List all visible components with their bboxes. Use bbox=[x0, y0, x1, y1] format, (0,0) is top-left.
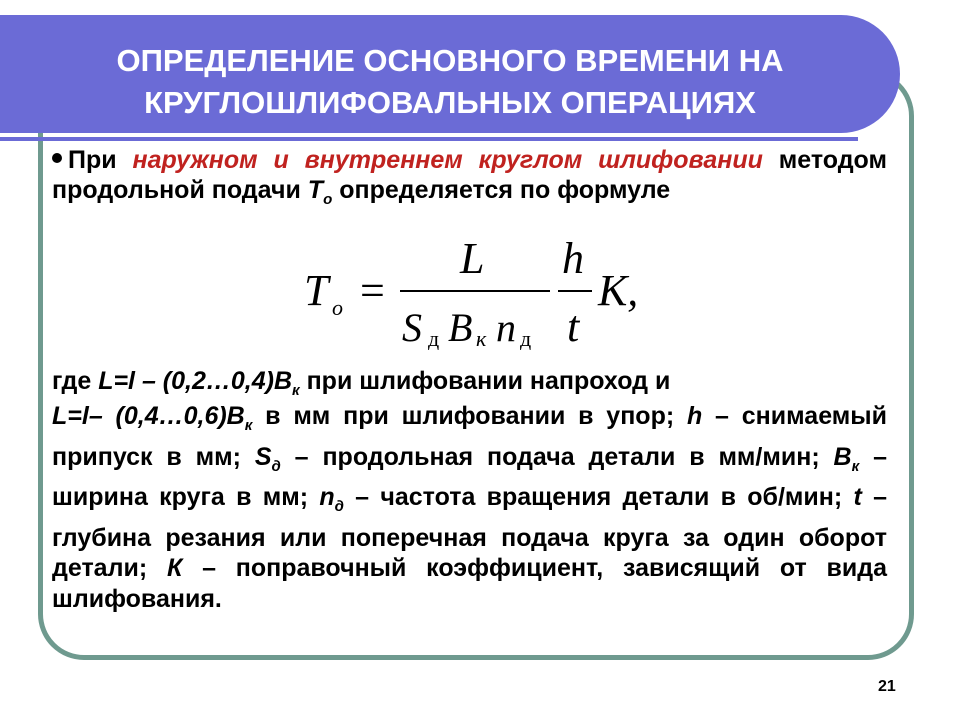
intro-var: T bbox=[307, 176, 324, 204]
definitions-paragraph bbox=[52, 401, 887, 614]
def-t5: – ширина круга в мм; bbox=[52, 442, 887, 511]
formula-num-h: h bbox=[562, 235, 584, 283]
def-t8: – поправочный коэффициент, зависящий от вида шлифования. bbox=[52, 554, 887, 613]
formula-den-s-sub: д bbox=[428, 326, 440, 350]
where-suffix: при шлифовании напроход и bbox=[299, 367, 671, 395]
def-b-sub: к bbox=[851, 457, 860, 475]
def-t: t bbox=[853, 483, 862, 511]
formula-lhs: T bbox=[304, 266, 329, 315]
def-t3: – снимаемый припуск в мм; bbox=[52, 402, 887, 471]
def-t4: – продольная подача детали в мм/мин; bbox=[280, 442, 834, 471]
bullet-icon bbox=[52, 153, 62, 163]
intro-paragraph bbox=[52, 145, 887, 215]
def-s: S bbox=[254, 442, 272, 471]
def-h: h bbox=[686, 402, 703, 430]
def-t6: – частота вращения детали в об/мин; bbox=[343, 483, 854, 511]
def-t1-sub: к bbox=[244, 417, 253, 434]
where-expr-sub: к bbox=[292, 382, 300, 399]
time-formula bbox=[302, 235, 762, 350]
where-expr: L=l – (0,2…0,4)B bbox=[98, 367, 293, 395]
title-underline bbox=[0, 137, 858, 141]
def-k: К bbox=[166, 554, 183, 582]
intro-var-sub: o bbox=[323, 191, 333, 208]
def-n: n bbox=[319, 483, 335, 511]
title-line-2: КРУГЛОШЛИФОВАЛЬНЫХ ОПЕРАЦИЯХ bbox=[144, 85, 756, 120]
intro-highlight: наружном и внутреннем круглом шлифовании bbox=[132, 146, 763, 174]
formula-lhs-sub: o bbox=[332, 295, 343, 320]
formula-den-s: S bbox=[402, 305, 422, 350]
formula-coef-k: К, bbox=[598, 266, 639, 315]
formula-den-n-sub: д bbox=[520, 326, 532, 350]
def-t1: L=l– (0,4…0,6)B bbox=[52, 402, 245, 430]
intro-part2: методом продольной подачи bbox=[52, 146, 887, 204]
formula-num-l: L bbox=[460, 235, 485, 283]
formula-den-t: t bbox=[567, 302, 580, 350]
formula-den-b: B bbox=[448, 305, 473, 350]
def-n-sub: д bbox=[334, 498, 344, 515]
def-t2: в мм при шлифовании в упор; bbox=[252, 402, 687, 430]
where-prefix: где bbox=[52, 367, 99, 395]
intro-part1: При bbox=[68, 146, 133, 174]
title-bar bbox=[0, 15, 900, 133]
intro-part3: определяется по формуле bbox=[332, 176, 671, 204]
page-number: 21 bbox=[878, 678, 896, 695]
formula-den-b-sub: к bbox=[476, 326, 487, 350]
def-t7: – глубина резания или поперечная подача круга за один оборот детали; bbox=[52, 483, 887, 582]
title-line-1: ОПРЕДЕЛЕНИЕ ОСНОВНОГО ВРЕМЕНИ НА bbox=[116, 43, 784, 78]
def-b: B bbox=[833, 442, 852, 471]
def-s-sub: д bbox=[271, 457, 281, 475]
slide-title bbox=[0, 40, 900, 124]
formula-equals: = bbox=[360, 266, 385, 315]
formula-den-n: n bbox=[496, 305, 516, 350]
